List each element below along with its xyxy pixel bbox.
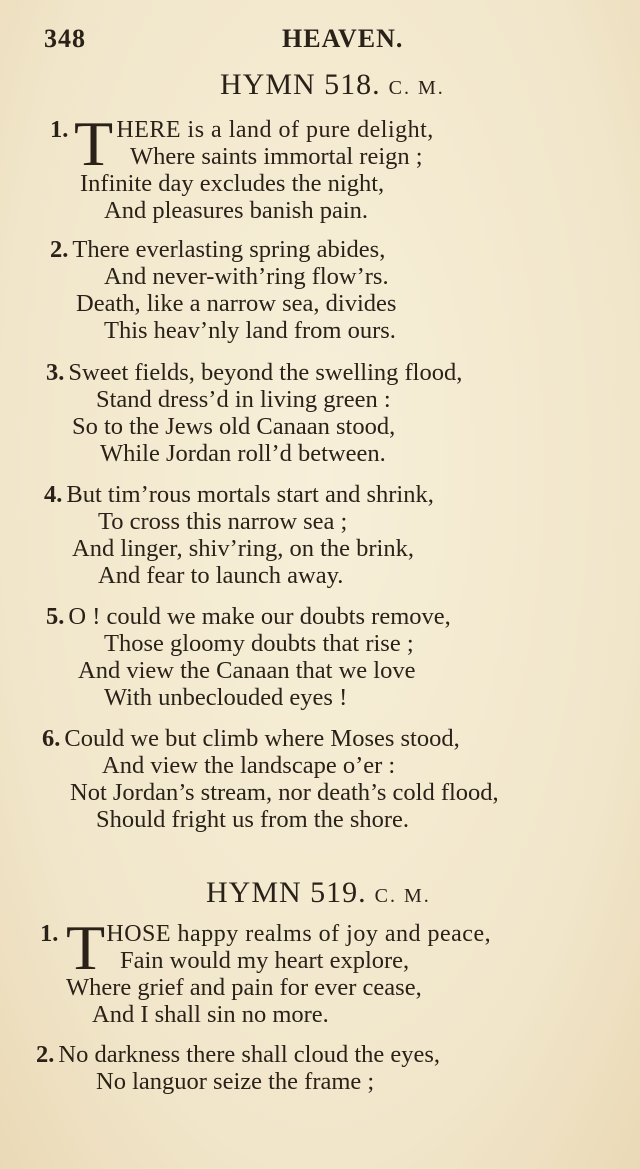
hymn-519-stanza-1 (40, 912, 492, 1028)
stanza-number: 1. (40, 920, 59, 947)
stanza-line: And linger, shiv’ring, on the brink, (72, 535, 414, 562)
stanza-line: Should fright us from the shore. (96, 806, 410, 833)
stanza-line: Infinite day excludes the night, (80, 170, 385, 197)
hymn-518-stanza-2 (50, 236, 396, 344)
hymn-518-number: HYMN 518. (220, 68, 381, 101)
stanza-line: Stand dress’d in living green : (96, 386, 391, 413)
hymn-519-title (206, 876, 431, 910)
stanza-number: 3. (46, 359, 65, 386)
stanza-line: So to the Jews old Canaan stood, (72, 413, 396, 440)
stanza-line (44, 481, 434, 508)
hymn-518-stanza-4 (44, 481, 434, 589)
stanza-number: 1. (50, 116, 69, 143)
stanza-line: Where saints immortal reign ; (130, 143, 423, 170)
stanza-line: And view the Canaan that we love (78, 657, 416, 684)
hymn-518-stanza-5 (46, 603, 451, 711)
stanza-line: Death, like a narrow sea, divides (76, 290, 397, 317)
stanza-line-text: Could we but climb where Moses stood, (64, 725, 460, 752)
stanza-line (50, 236, 396, 263)
stanza-line: And I shall sin no more. (92, 1001, 329, 1028)
stanza-line-text: There everlasting spring abides, (72, 236, 386, 263)
stanza-line-text: No darkness there shall cloud the eyes, (58, 1041, 441, 1068)
hymn-518-stanza-1 (50, 108, 434, 224)
stanza-line-text: HOSE happy realms of joy and peace, (106, 921, 492, 947)
stanza-number: 4. (44, 481, 63, 508)
stanza-line: No languor seize the frame ; (96, 1068, 375, 1095)
stanza-line: And fear to launch away. (98, 562, 344, 589)
stanza-line (42, 725, 499, 752)
hymn-518-stanza-3 (46, 359, 462, 467)
stanza-line: Fain would my heart explore, (120, 947, 410, 974)
drop-cap: T (66, 912, 106, 983)
stanza-number: 2. (50, 236, 69, 263)
stanza-number: 6. (42, 725, 61, 752)
page-header (0, 22, 640, 56)
hymn-518-meter: C. M. (388, 77, 445, 99)
stanza-line: Where grief and pain for ever cease, (66, 974, 422, 1001)
stanza-line-text: O ! could we make our doubts remove, (68, 603, 451, 630)
stanza-line: Those gloomy doubts that rise ; (104, 630, 414, 657)
stanza-line: And pleasures banish pain. (104, 197, 368, 224)
hymn-519-stanza-2 (36, 1041, 440, 1095)
stanza-line: While Jordan roll’d between. (100, 440, 386, 467)
hymn-519-number: HYMN 519. (206, 876, 367, 909)
stanza-line (46, 359, 462, 386)
drop-cap: T (74, 108, 114, 179)
stanza-line: Not Jordan’s stream, nor death’s cold flood, (70, 779, 499, 806)
hymn-518-title (220, 68, 445, 102)
stanza-line: With unbeclouded eyes ! (104, 684, 348, 711)
stanza-line (46, 603, 451, 630)
stanza-line-text: Sweet fields, beyond the swelling flood, (68, 359, 463, 386)
stanza-number: 2. (36, 1041, 55, 1068)
stanza-number: 5. (46, 603, 65, 630)
stanza-line-text: HERE is a land of pure delight, (116, 117, 434, 143)
stanza-line: And view the landscape o’er : (102, 752, 396, 779)
stanza-line (36, 1041, 440, 1068)
stanza-line: And never-with’ring flow’rs. (104, 263, 389, 290)
stanza-line-text: But tim’rous mortals start and shrink, (66, 481, 434, 508)
running-title: HEAVEN. (282, 24, 404, 53)
stanza-line: This heav’nly land from ours. (104, 317, 396, 344)
stanza-line: To cross this narrow sea ; (98, 508, 348, 535)
hymn-519-meter: C. M. (374, 885, 431, 907)
hymn-518-stanza-6 (42, 725, 499, 833)
page-number: 348 (44, 24, 86, 53)
